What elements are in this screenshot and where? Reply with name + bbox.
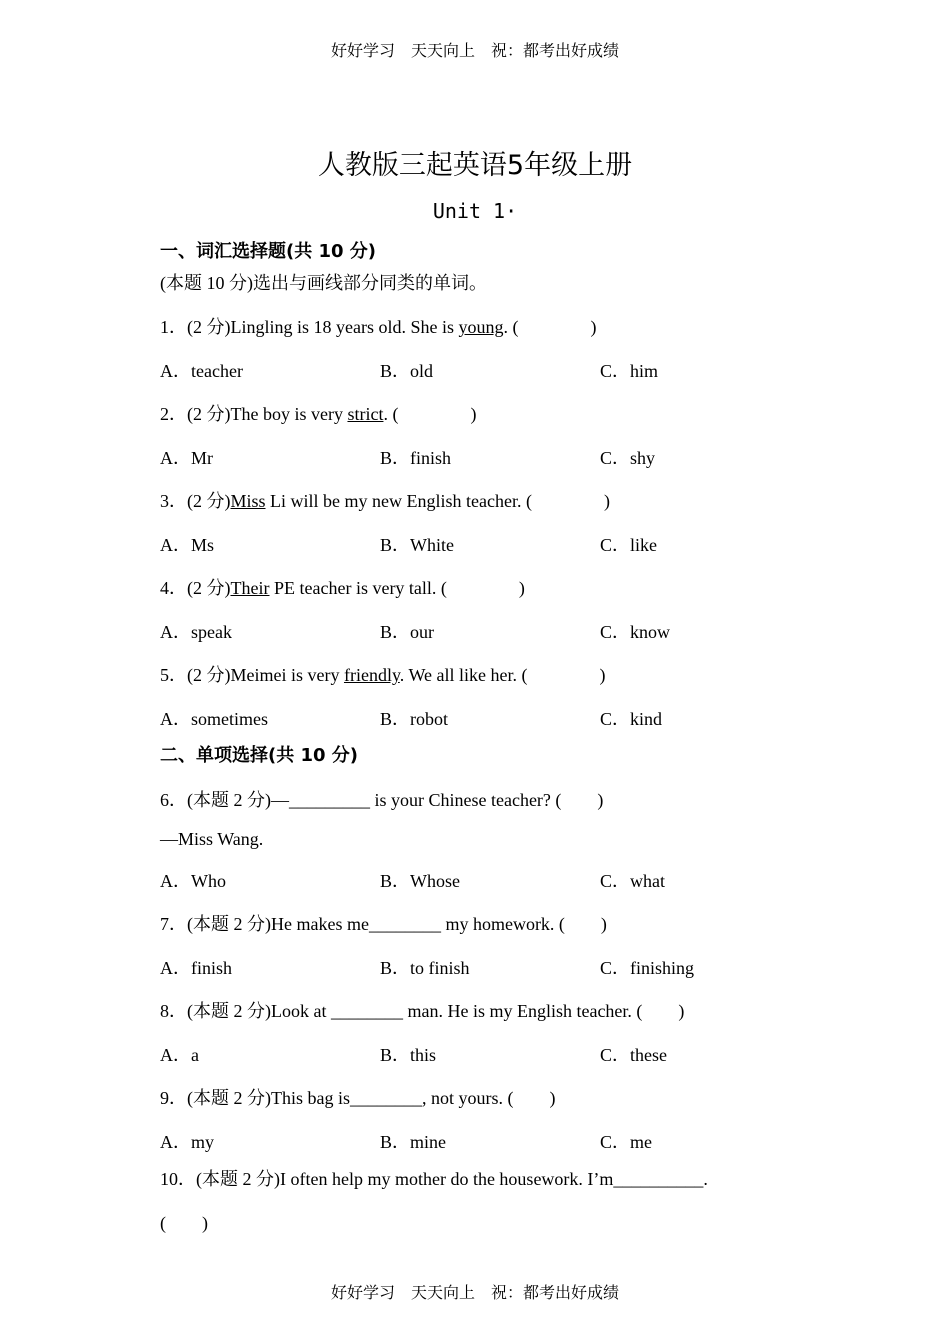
question-number: 5．	[160, 665, 187, 685]
q5-option-b: B．robot	[380, 709, 449, 729]
q2-option-b: B．finish	[380, 448, 452, 468]
section-1-heading: 一、词汇选择题(共 10 分)	[160, 241, 377, 262]
q9-option-b: B．mine	[380, 1132, 446, 1152]
page-header: 好好学习 天天向上 祝：都考出好成绩	[330, 41, 619, 60]
question-2	[160, 400, 476, 426]
question-number: 6．	[160, 790, 187, 810]
q5-option-a: A．sometimes	[160, 709, 268, 729]
question-number: 8．	[160, 1001, 187, 1021]
question-text: (本题 2 分)Look at ________ man. He is my English teacher. ( )	[187, 1001, 685, 1021]
q9-option-c: C．me	[600, 1132, 652, 1152]
document-title: 人教版三起英语5年级上册	[317, 150, 633, 181]
question-text: (2 分)	[187, 491, 231, 511]
q4-option-c: C．know	[600, 622, 671, 642]
q1-option-c: C．him	[600, 361, 659, 381]
q4-option-a: A．speak	[160, 622, 232, 642]
q3-option-c: C．like	[600, 535, 657, 555]
section-2-heading: 二、单项选择(共 10 分)	[160, 745, 359, 766]
q3-option-b: B．White	[380, 535, 454, 555]
q6-option-c: C．what	[600, 871, 665, 891]
question-9	[160, 1084, 555, 1110]
question-text: (本题 2 分)—_________ is your Chinese teacher? ( )	[187, 790, 604, 810]
unit-title: Unit 1·	[432, 199, 518, 223]
question-number: 3．	[160, 491, 187, 511]
question-text-end: . ( )	[383, 404, 477, 424]
q3-option-a: A．Ms	[160, 535, 215, 555]
q8-option-b: B．this	[380, 1045, 437, 1065]
question-8	[160, 997, 684, 1023]
underlined-word: strict	[347, 404, 384, 424]
q1-option-b: B．old	[380, 361, 434, 381]
question-text: (本题 2 分)This bag is________, not yours. ( )	[187, 1088, 556, 1108]
question-text: (本题 2 分)I often help my mother do the housework. I’m__________.	[196, 1169, 708, 1189]
underlined-word: young	[458, 317, 504, 337]
question-number: 9．	[160, 1088, 187, 1108]
question-4	[160, 574, 525, 600]
question-number: 4．	[160, 578, 187, 598]
underlined-word: Miss	[230, 491, 266, 511]
question-text: (2 分)Lingling is 18 years old. She is	[187, 317, 459, 337]
question-number: 2．	[160, 404, 187, 424]
underlined-word: friendly	[343, 665, 400, 685]
question-10	[160, 1165, 708, 1191]
question-text-end: PE teacher is very tall. ( )	[269, 578, 525, 598]
question-text-end: . We all like her. ( )	[399, 665, 606, 685]
question-7	[160, 910, 607, 936]
question-text: (本题 2 分)He makes me________ my homework. ( )	[187, 914, 607, 934]
q4-option-b: B．our	[380, 622, 434, 642]
question-text-end: Li will be my new English teacher. ( )	[265, 491, 610, 511]
question-5	[160, 661, 605, 687]
q2-option-a: A．Mr	[160, 448, 213, 468]
section-1-instruction: (本题 10 分)选出与画线部分同类的单词。	[160, 273, 487, 293]
q7-option-a: A．finish	[160, 958, 232, 978]
question-number: 1．	[160, 317, 187, 337]
underlined-word: Their	[230, 578, 270, 598]
question-text-end: . ( )	[503, 317, 597, 337]
question-number: 10．	[160, 1169, 196, 1189]
q6-option-a: A．Who	[160, 871, 226, 891]
q7-option-c: C．finishing	[600, 958, 695, 978]
q8-option-c: C．these	[600, 1045, 667, 1065]
page-footer: 好好学习 天天向上 祝：都考出好成绩	[330, 1283, 619, 1302]
question-text: (2 分)The boy is very	[187, 404, 348, 424]
question-6	[160, 786, 603, 812]
q9-option-a: A．my	[160, 1132, 214, 1152]
question-10-answer-bracket: ( )	[160, 1213, 208, 1233]
q2-option-c: C．shy	[600, 448, 656, 468]
question-text: (2 分)Meimei is very	[187, 665, 344, 685]
q5-option-c: C．kind	[600, 709, 663, 729]
q7-option-b: B．to finish	[380, 958, 470, 978]
question-3	[160, 487, 610, 513]
q6-option-b: B．Whose	[380, 871, 460, 891]
question-number: 7．	[160, 914, 187, 934]
q1-option-a: A．teacher	[160, 361, 243, 381]
q8-option-a: A．a	[160, 1045, 199, 1065]
question-6-answer-line: —Miss Wang.	[160, 829, 264, 849]
question-1	[160, 313, 596, 339]
question-text: (2 分)	[187, 578, 231, 598]
